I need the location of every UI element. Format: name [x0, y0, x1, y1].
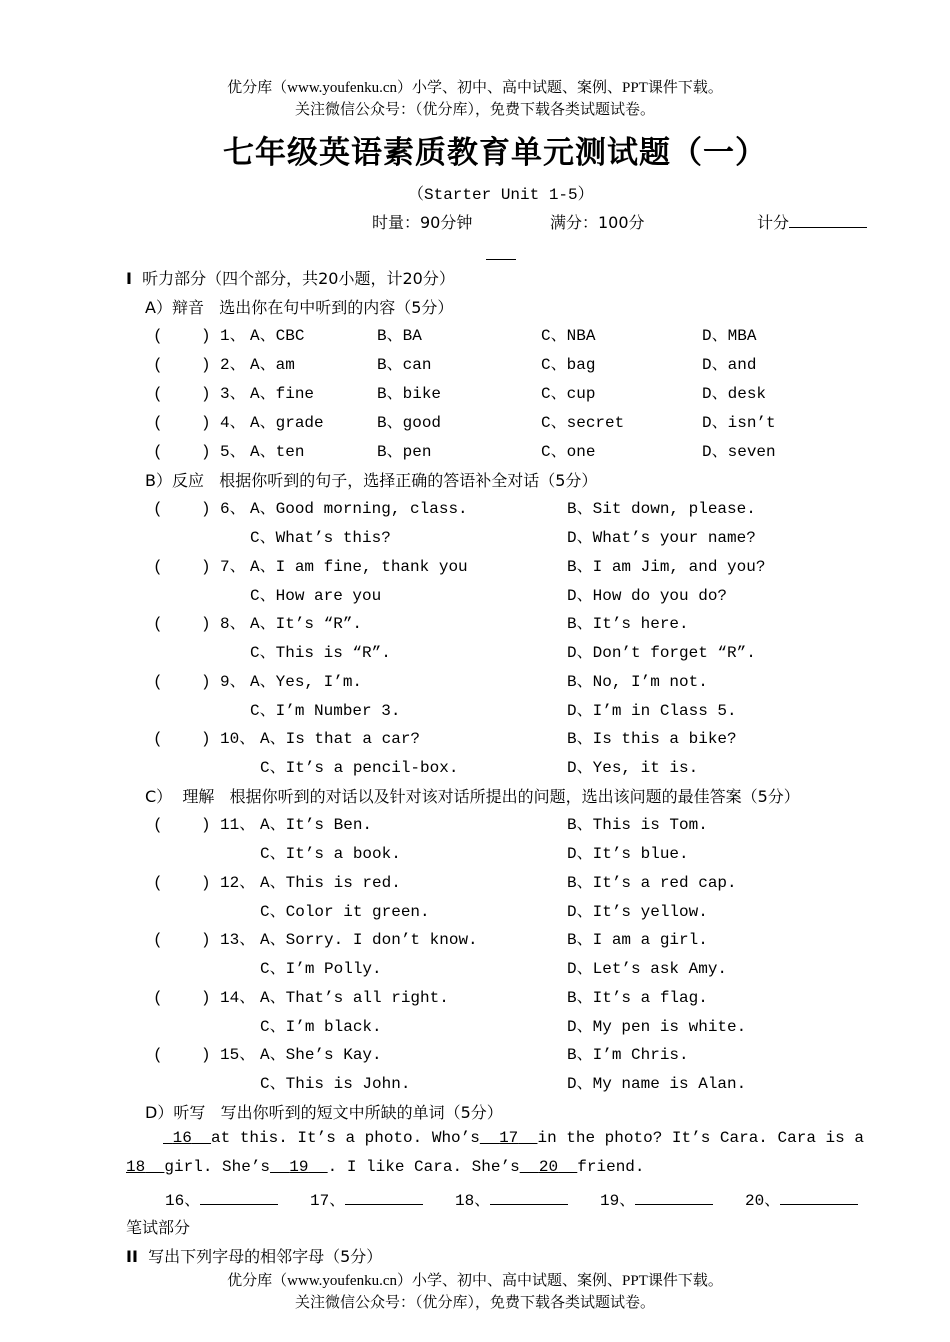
option-d[interactable]	[567, 641, 756, 665]
option-letter: D、	[567, 586, 593, 605]
header-line-2: 关注微信公众号：（优分库），免费下载各类试题试卷。	[294, 102, 655, 118]
option-text: It’s a pencil-box.	[285, 759, 459, 777]
option-text: and	[727, 356, 757, 374]
blank-18-label: 18	[126, 1158, 146, 1176]
option-letter: C、	[541, 385, 567, 403]
option-letter: B、	[567, 615, 593, 633]
option-text: That’s all right.	[285, 988, 449, 1007]
option-letter: D、	[567, 701, 593, 720]
question-14-line-2	[0, 1015, 950, 1039]
option-text: I am Jim, and you?	[592, 557, 766, 576]
question-5	[0, 440, 950, 464]
question-13-line-2	[0, 957, 950, 981]
option-text: How are you	[275, 586, 382, 605]
option-d[interactable]	[567, 957, 727, 981]
blank-20-label: 20	[538, 1158, 559, 1176]
question-6	[0, 497, 950, 521]
answer-bracket[interactable]: ( )	[153, 988, 211, 1007]
answer-bracket[interactable]: ( )	[153, 615, 211, 633]
option-text: It’s a red cap.	[592, 873, 737, 892]
option-b[interactable]	[377, 440, 431, 464]
question-number: 5、	[220, 443, 246, 461]
answer-line-20	[780, 1188, 858, 1205]
question-4	[0, 411, 950, 435]
answer-blank-17[interactable]	[310, 1187, 423, 1210]
option-letter: C、	[260, 1075, 286, 1093]
option-letter: A、	[260, 931, 286, 949]
option-c[interactable]	[250, 584, 381, 608]
option-letter: C、	[260, 1017, 286, 1036]
option-letter: C、	[260, 902, 286, 921]
option-letter: B、	[567, 873, 593, 892]
option-letter: D、	[702, 414, 728, 432]
question-12-line-2	[0, 900, 950, 924]
option-text: It’s a flag.	[592, 988, 708, 1007]
answer-bracket[interactable]: ( )	[153, 672, 211, 691]
option-letter: A、	[250, 672, 276, 691]
option-letter: B、	[377, 385, 403, 403]
option-text: This is “R”.	[275, 644, 391, 662]
option-letter: B、	[377, 443, 403, 461]
option-text: ten	[275, 443, 305, 461]
question-number: 1、	[220, 327, 246, 345]
option-letter: D、	[567, 960, 593, 978]
question-number: 10、	[220, 730, 256, 748]
option-text: good	[402, 414, 442, 432]
option-b[interactable]	[567, 670, 708, 694]
answer-bracket[interactable]: ( )	[153, 1046, 211, 1064]
option-d[interactable]	[567, 699, 737, 723]
time-limit: 时量：90分钟	[372, 213, 473, 232]
option-text: pen	[402, 443, 432, 461]
passage-text-4: . I like Cara. She’s	[327, 1158, 520, 1176]
option-d[interactable]	[567, 842, 689, 866]
option-text: It’s here.	[592, 615, 689, 633]
option-c[interactable]	[541, 440, 595, 464]
question-12	[0, 871, 950, 895]
option-letter: C、	[541, 327, 567, 345]
score-blank-continued	[486, 259, 516, 260]
option-d[interactable]	[567, 584, 727, 608]
option-letter: C、	[541, 443, 567, 461]
question-number: 15、	[220, 1046, 256, 1064]
part2-title: 写出下列字母的相邻字母（5分）	[148, 1247, 383, 1266]
section-d-heading: D）听写 写出你听到的短文中所缺的单词（5分）	[145, 1103, 503, 1122]
option-text: What’s your name?	[592, 529, 756, 547]
option-text: seven	[727, 443, 776, 461]
question-number: 9、	[220, 672, 246, 691]
answer-label-16: 16、	[165, 1192, 201, 1210]
answer-label-20: 20、	[745, 1192, 781, 1210]
footer-line-1: 优分库（www.youfenku.cn）小学、初中、高中试题、案例、PPT课件下载。	[227, 1273, 723, 1289]
option-text: Is this a bike?	[592, 730, 737, 748]
option-letter: A、	[250, 500, 276, 518]
header-line-1: 优分库（www.youfenku.cn）小学、初中、高中试题、案例、PPT课件下载。	[227, 80, 723, 96]
option-text: This is John.	[285, 1075, 411, 1093]
option-text: Good morning, class.	[275, 500, 468, 518]
option-text: cup	[566, 385, 596, 403]
option-letter: A、	[250, 443, 276, 461]
option-c[interactable]	[260, 1072, 410, 1096]
option-letter: B、	[567, 557, 593, 576]
answer-line-16	[200, 1188, 278, 1205]
option-a[interactable]	[250, 353, 295, 377]
option-letter: D、	[567, 1075, 593, 1093]
option-letter: D、	[567, 759, 593, 777]
answer-blank-20[interactable]	[745, 1187, 858, 1210]
question-8-line-2	[0, 641, 950, 665]
option-text: can	[402, 356, 432, 374]
option-b[interactable]	[567, 986, 708, 1010]
question-13	[0, 928, 950, 952]
option-letter: C、	[541, 414, 567, 432]
option-text: This is red.	[285, 873, 401, 892]
blank-19-label: 19	[289, 1158, 309, 1176]
option-text: I’m Number 3.	[275, 701, 401, 720]
option-letter: D、	[702, 327, 728, 345]
question-10	[0, 727, 950, 751]
option-text: It’s blue.	[592, 845, 689, 863]
option-d[interactable]	[567, 1072, 746, 1096]
option-letter: A、	[250, 414, 276, 432]
score-label-text: 计分	[757, 213, 790, 232]
passage-text-2: in the photo? It’s Cara. Cara is a	[537, 1129, 864, 1147]
option-letter: B、	[567, 730, 593, 748]
option-letter: C、	[250, 529, 276, 547]
option-d[interactable]	[567, 756, 698, 780]
option-c[interactable]	[260, 900, 430, 924]
question-number: 12、	[220, 873, 256, 892]
question-7	[0, 555, 950, 579]
option-a[interactable]	[260, 1043, 382, 1067]
option-d[interactable]	[567, 526, 756, 550]
option-text: I’m black.	[285, 1017, 382, 1036]
option-c[interactable]	[541, 411, 624, 435]
option-letter: C、	[260, 960, 286, 978]
option-text: My name is Alan.	[592, 1075, 747, 1093]
passage-line-1	[163, 1129, 864, 1147]
option-c[interactable]	[541, 382, 595, 406]
option-text: I’m in Class 5.	[592, 701, 737, 720]
part1-title: 听力部分（四个部分，共20小题，计20分）	[142, 269, 455, 288]
full-score: 满分：100分	[550, 213, 645, 232]
option-letter: C、	[260, 759, 286, 777]
option-text: Sit down, please.	[592, 500, 756, 518]
option-b[interactable]	[567, 612, 689, 636]
option-text: Yes, I’m.	[275, 672, 363, 691]
option-text: How do you do?	[592, 586, 728, 605]
option-a[interactable]	[250, 497, 468, 521]
option-letter: D、	[567, 1017, 593, 1036]
answer-line-17	[345, 1188, 423, 1205]
option-d[interactable]	[702, 411, 776, 435]
option-b[interactable]	[567, 871, 737, 895]
question-8	[0, 612, 950, 636]
option-text: Is that a car?	[285, 730, 421, 748]
answer-bracket[interactable]: ( )	[153, 557, 211, 576]
option-text: Yes, it is.	[592, 759, 699, 777]
passage-text-5: friend.	[577, 1158, 645, 1176]
answer-blank-18[interactable]	[455, 1187, 568, 1210]
option-a[interactable]	[260, 813, 372, 837]
option-letter: B、	[567, 816, 593, 834]
part2-numeral: II	[126, 1247, 138, 1266]
option-c[interactable]	[260, 842, 401, 866]
answer-line-18	[490, 1188, 568, 1205]
question-15-line-2	[0, 1072, 950, 1096]
option-c[interactable]	[541, 324, 595, 348]
option-letter: B、	[567, 931, 593, 949]
option-text: Don’t forget “R”.	[592, 644, 756, 662]
option-letter: A、	[250, 327, 276, 345]
option-b[interactable]	[567, 497, 756, 521]
option-a[interactable]	[250, 382, 314, 406]
written-part-heading: 笔试部分	[126, 1218, 191, 1237]
option-text: I am fine, thank you	[275, 557, 468, 576]
option-text: I’m Chris.	[592, 1046, 689, 1064]
answer-bracket[interactable]: ( )	[153, 873, 211, 892]
option-c[interactable]	[260, 1015, 382, 1039]
option-letter: B、	[567, 672, 593, 691]
question-number: 8、	[220, 615, 246, 633]
blank-18[interactable]	[126, 1158, 164, 1176]
option-letter: A、	[250, 557, 276, 576]
option-c[interactable]	[541, 353, 595, 377]
option-text: Let’s ask Amy.	[592, 960, 728, 978]
question-number: 7、	[220, 557, 246, 576]
answer-bracket[interactable]: ( )	[153, 730, 211, 748]
option-a[interactable]	[250, 411, 324, 435]
option-letter: C、	[250, 701, 276, 720]
answer-bracket[interactable]: ( )	[153, 931, 211, 949]
option-a[interactable]	[250, 612, 362, 636]
answer-label-19: 19、	[600, 1192, 636, 1210]
section-b-heading: B）反应 根据你听到的句子，选择正确的答语补全对话（5分）	[145, 471, 598, 490]
option-text: am	[275, 356, 295, 374]
option-text: MBA	[727, 327, 757, 345]
question-number: 3、	[220, 385, 246, 403]
option-text: bag	[566, 356, 596, 374]
option-b[interactable]	[377, 353, 431, 377]
option-letter: D、	[567, 845, 593, 863]
option-text: What’s this?	[275, 529, 391, 547]
option-text: It’s Ben.	[285, 816, 373, 834]
question-number: 6、	[220, 500, 246, 518]
option-letter: A、	[260, 730, 286, 748]
question-number: 11、	[220, 816, 256, 834]
option-b[interactable]	[567, 1043, 689, 1067]
score-blank[interactable]	[789, 211, 867, 228]
answer-bracket[interactable]: ( )	[153, 443, 211, 461]
answer-bracket[interactable]: ( )	[153, 414, 211, 432]
option-letter: C、	[260, 845, 286, 863]
option-letter: B、	[567, 1046, 593, 1064]
blank-19[interactable]	[270, 1158, 328, 1176]
option-letter: A、	[250, 385, 276, 403]
blank-16[interactable]	[163, 1129, 211, 1147]
option-c[interactable]	[250, 641, 391, 665]
page-title: 七年级英语素质教育单元测试题（一）	[223, 135, 767, 171]
option-a[interactable]	[250, 670, 362, 694]
option-d[interactable]	[702, 440, 776, 464]
option-b[interactable]	[377, 324, 422, 348]
option-a[interactable]	[260, 727, 420, 751]
question-11-line-2	[0, 842, 950, 866]
blank-17-label: 17	[499, 1129, 519, 1147]
question-2	[0, 353, 950, 377]
passage-text-3: girl. She’s	[164, 1158, 271, 1176]
option-b[interactable]	[377, 382, 441, 406]
option-text: My pen is white.	[592, 1017, 747, 1036]
option-b[interactable]	[567, 813, 708, 837]
option-text: secret	[566, 414, 625, 432]
option-text: It’s yellow.	[592, 902, 708, 921]
option-text: It’s “R”.	[275, 615, 363, 633]
option-a[interactable]	[260, 871, 401, 895]
option-text: She’s Kay.	[285, 1046, 382, 1064]
answer-label-18: 18、	[455, 1192, 491, 1210]
option-b[interactable]	[567, 555, 765, 579]
passage-line-2	[126, 1158, 645, 1176]
question-number: 14、	[220, 988, 256, 1007]
option-d[interactable]	[702, 382, 766, 406]
answer-bracket[interactable]: ( )	[153, 500, 211, 518]
option-text: No, I’m not.	[592, 672, 708, 691]
option-d[interactable]	[567, 1015, 746, 1039]
option-text: bike	[402, 385, 442, 403]
option-letter: D、	[567, 529, 593, 547]
subtitle: （Starter Unit 1-5）	[408, 186, 594, 204]
question-10-line-2	[0, 756, 950, 780]
option-b[interactable]	[567, 928, 708, 952]
option-letter: A、	[260, 816, 286, 834]
option-text: desk	[727, 385, 767, 403]
part2-heading	[126, 1244, 382, 1267]
footer-line-2: 关注微信公众号：（优分库），免费下载各类试题试卷。	[294, 1295, 655, 1311]
option-letter: D、	[702, 443, 728, 461]
answer-blank-16[interactable]	[165, 1187, 278, 1210]
answer-blank-19[interactable]	[600, 1187, 713, 1210]
question-15	[0, 1043, 950, 1067]
option-a[interactable]	[260, 986, 449, 1010]
option-letter: A、	[260, 1046, 286, 1064]
option-c[interactable]	[260, 756, 458, 780]
option-text: This is Tom.	[592, 816, 708, 834]
option-d[interactable]	[702, 353, 756, 377]
question-1	[0, 324, 950, 348]
question-9	[0, 670, 950, 694]
option-text: It’s a book.	[285, 845, 401, 863]
part1-numeral: I	[126, 269, 132, 288]
option-b[interactable]	[567, 727, 737, 751]
passage-text-1: at this. It’s a photo. Who’s	[211, 1129, 480, 1147]
option-b[interactable]	[377, 411, 441, 435]
question-6-line-2	[0, 526, 950, 550]
option-text: BA	[402, 327, 422, 345]
option-text: Color it green.	[285, 902, 430, 921]
option-a[interactable]	[250, 324, 304, 348]
option-letter: B、	[377, 414, 403, 432]
answer-bracket[interactable]: ( )	[153, 356, 211, 374]
question-3	[0, 382, 950, 406]
answer-line-19	[635, 1188, 713, 1205]
option-letter: D、	[702, 356, 728, 374]
option-letter: C、	[541, 356, 567, 374]
option-a[interactable]	[250, 555, 468, 579]
option-text: Sorry. I don’t know.	[285, 931, 478, 949]
option-d[interactable]	[567, 900, 708, 924]
option-letter: B、	[377, 327, 403, 345]
option-letter: B、	[567, 500, 593, 518]
part1-heading	[126, 266, 455, 289]
option-a[interactable]	[250, 440, 304, 464]
answer-bracket[interactable]: ( )	[153, 816, 211, 834]
blank-17[interactable]	[480, 1129, 538, 1147]
option-letter: D、	[702, 385, 728, 403]
option-c[interactable]	[260, 957, 382, 981]
option-text: CBC	[275, 327, 305, 345]
option-text: grade	[275, 414, 324, 432]
option-letter: A、	[260, 873, 286, 892]
answer-label-17: 17、	[310, 1192, 346, 1210]
option-c[interactable]	[250, 699, 400, 723]
question-14	[0, 986, 950, 1010]
section-a-heading: A）辩音 选出你在句中听到的内容（5分）	[145, 298, 454, 317]
score-label	[757, 210, 867, 233]
option-text: one	[566, 443, 596, 461]
option-text: isn’t	[727, 414, 776, 432]
question-11	[0, 813, 950, 837]
answer-bracket[interactable]: ( )	[153, 385, 211, 403]
section-c-heading: C） 理解 根据你听到的对话以及针对该对话所提出的问题，选出该问题的最佳答案（5分）	[145, 787, 800, 806]
option-letter: A、	[250, 356, 276, 374]
option-letter: A、	[260, 988, 286, 1007]
question-number: 13、	[220, 931, 256, 949]
blank-16-label: 16	[172, 1129, 192, 1147]
option-letter: C、	[250, 644, 276, 662]
answer-bracket[interactable]: ( )	[153, 327, 211, 345]
option-text: I am a girl.	[592, 931, 708, 949]
option-text: I’m Polly.	[285, 960, 382, 978]
option-letter: A、	[250, 615, 276, 633]
option-a[interactable]	[260, 928, 478, 952]
question-9-line-2	[0, 699, 950, 723]
option-letter: C、	[250, 586, 276, 605]
question-number: 4、	[220, 414, 246, 432]
question-number: 2、	[220, 356, 246, 374]
question-7-line-2	[0, 584, 950, 608]
option-text: fine	[275, 385, 315, 403]
option-text: NBA	[566, 327, 596, 345]
option-d[interactable]	[702, 324, 756, 348]
option-c[interactable]	[250, 526, 391, 550]
option-letter: B、	[377, 356, 403, 374]
option-letter: D、	[567, 902, 593, 921]
option-letter: D、	[567, 644, 593, 662]
option-letter: B、	[567, 988, 593, 1007]
blank-20[interactable]	[520, 1158, 578, 1176]
